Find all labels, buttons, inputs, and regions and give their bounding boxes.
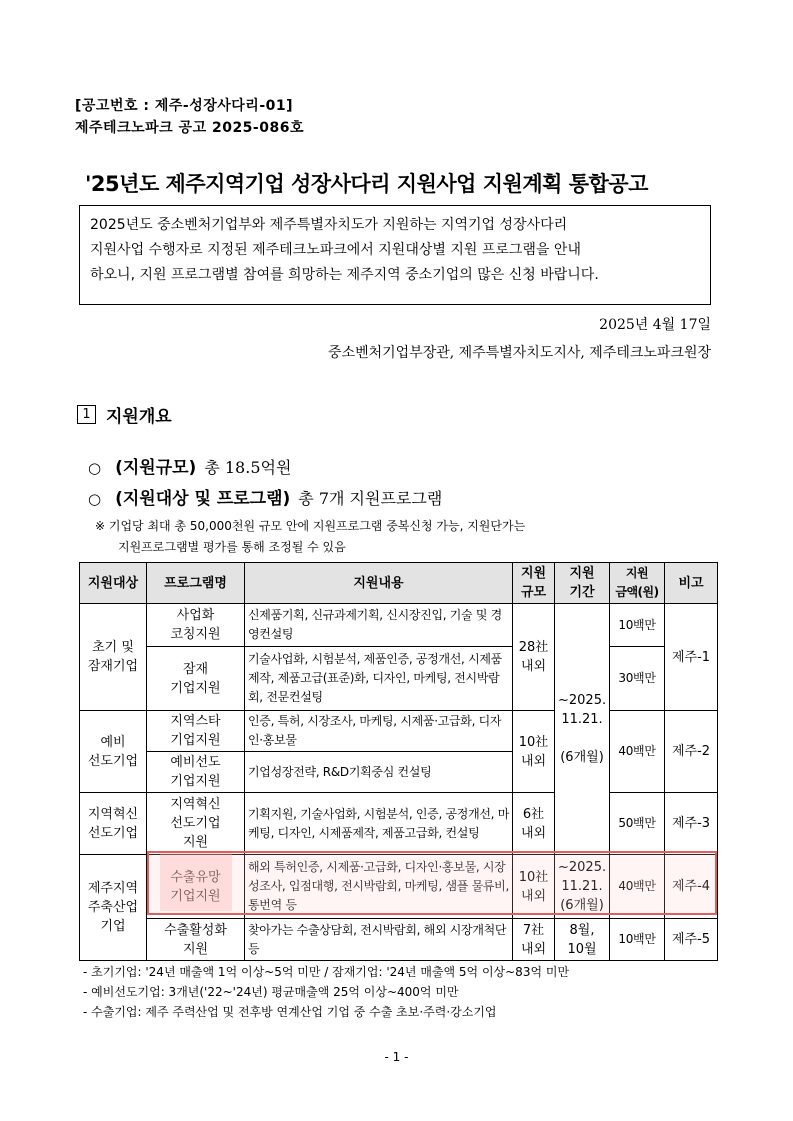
- note-cell: 제주-5: [665, 919, 718, 961]
- program-cell: 수출유망 기업지원: [147, 855, 245, 919]
- notice-number: [공고번호 : 제주-성장사다리-01]: [75, 98, 294, 114]
- bullet-mark: ○: [88, 490, 102, 508]
- content-cell: 해외 특허인증, 시제품·고급화, 디자인·홍보물, 시장성조사, 입점대행, 전시박람회, 마케팅, 샘플 물류비, 통번역 등: [245, 855, 513, 919]
- bullet-text: 총 7개 지원프로그램: [298, 489, 443, 508]
- amount-cell: 50백만: [610, 793, 665, 855]
- content-cell: 신제품기획, 신규과제기획, 신시장진입, 기술 및 경영컨설팅: [245, 604, 513, 647]
- target-cell: 제주지역 주축산업 기업: [80, 855, 147, 961]
- intro-line: 지원사업 수행자로 지정된 제주테크노파크에서 지원대상별 지원 프로그램을 안내: [90, 242, 581, 258]
- page-number: - 1 -: [384, 1050, 409, 1064]
- bullet-text: 총 18.5억원: [204, 458, 292, 477]
- section-heading: [77, 402, 172, 427]
- footnote-line: - 초기기업: '24년 매출액 1억 이상~5억 미만 / 잠재기업: '24년 매출액 5억 이상~83억 미만: [83, 965, 570, 979]
- target-cell: 지역혁신 선도기업: [80, 793, 147, 855]
- page-title: '25년도 제주지역기업 성장사다리 지원사업 지원계획 통합공고: [85, 172, 648, 196]
- period-cell: ~2025. 11.21. (6개월): [555, 855, 610, 919]
- th-note: 비고: [665, 563, 718, 604]
- period-cell: ~2025. 11.21. (6개월): [555, 604, 610, 855]
- note-cell: 제주-3: [665, 793, 718, 855]
- footnote-line: - 수출기업: 제주 주력산업 및 전후방 연계산업 기업 중 수출 초보·주력·강소기업: [83, 1005, 497, 1019]
- th-amount: 지원 금액(원): [610, 563, 665, 604]
- highlight-program: [160, 853, 232, 911]
- target-cell: 초기 및 잠재기업: [80, 604, 147, 711]
- org-notice-number: 제주테크노파크 공고 2025-086호: [75, 120, 304, 136]
- section-number: 1: [77, 405, 96, 424]
- note-cell: 제주-4: [665, 855, 718, 919]
- th-program: 프로그램명: [147, 563, 245, 604]
- content-cell: 기획지원, 기술사업화, 시험분석, 인증, 공정개선, 마케팅, 디자인, 시제품제작, 제품고급화, 컨설팅: [245, 793, 513, 855]
- scale-cell: 6社 내외: [513, 793, 555, 855]
- intro-box: [79, 205, 711, 305]
- note-line: 지원프로그램별 평가를 통해 조정될 수 있음: [118, 540, 346, 554]
- bullet-mark: ○: [88, 459, 102, 477]
- program-cell: 지역혁신 선도기업 지원: [147, 793, 245, 855]
- scale-cell: 10社 내외: [513, 855, 555, 919]
- content-cell: 기업성장전략, R&D기획중심 컨설팅: [245, 752, 513, 793]
- section-title: 지원개요: [106, 407, 172, 427]
- note-line: ※ 기업당 최대 총 50,000천원 규모 안에 지원프로그램 중복신청 가능, 지원단가는: [95, 519, 526, 533]
- scale-cell: 28社 내외: [513, 604, 555, 711]
- program-cell: 예비선도 기업지원: [147, 752, 245, 793]
- amount-cell: 10백만: [610, 919, 665, 961]
- amount-cell: 40백만: [610, 855, 665, 919]
- amount-cell: 40백만: [610, 711, 665, 793]
- note: [95, 516, 525, 558]
- th-period: 지원 기간: [555, 563, 610, 604]
- amount-cell: 10백만: [610, 604, 665, 647]
- bullet-label: (지원대상 및 프로그램): [115, 489, 291, 509]
- scale-cell: 7社 내외: [513, 919, 555, 961]
- notice-date: 2025년 4월 17일: [599, 317, 711, 333]
- program-cell: 지역스타 기업지원: [147, 711, 245, 752]
- note-cell: 제주-1: [665, 604, 718, 711]
- program-cell: 잠재 기업지원: [147, 647, 245, 711]
- bullet-item: [88, 484, 442, 509]
- amount-cell: 30백만: [610, 647, 665, 711]
- period-cell: 8월, 10월: [555, 919, 610, 961]
- footnote-line: - 예비선도기업: 3개년('22~'24년) 평균매출액 25억 이상~400억 미만: [83, 985, 459, 999]
- footnotes: [83, 962, 569, 1022]
- th-content: 지원내용: [245, 563, 513, 604]
- bullet-item: [88, 453, 291, 478]
- th-target: 지원대상: [80, 563, 147, 604]
- bullet-label: (지원규모): [115, 458, 197, 478]
- program-cell: 수출활성화 지원: [147, 919, 245, 961]
- content-cell: 인증, 특허, 시장조사, 마케팅, 시제품·고급화, 디자인·홍보물: [245, 711, 513, 752]
- target-cell: 예비 선도기업: [80, 711, 147, 793]
- content-cell: 찾아가는 수출상담회, 전시박람회, 해외 시장개척단 등: [245, 919, 513, 961]
- program-cell: 사업화 코칭지원: [147, 604, 245, 647]
- signer: 중소벤처기업부장관, 제주특별자치도지사, 제주테크노파크원장: [328, 345, 711, 361]
- note-cell: 제주-2: [665, 711, 718, 793]
- intro-line: 2025년도 중소벤처기업부와 제주특별자치도가 지원하는 지역기업 성장사다리: [90, 217, 568, 233]
- content-cell: 기술사업화, 시험분석, 제품인증, 공정개선, 시제품제작, 제품고급(표준)화, 디자인, 마케팅, 전시박람회, 전문컨설팅: [245, 647, 513, 711]
- scale-cell: 10社 내외: [513, 711, 555, 793]
- th-scale: 지원 규모: [513, 563, 555, 604]
- intro-line: 하오니, 지원 프로그램별 참여를 희망하는 제주지역 중소기업의 많은 신청 바랍니다.: [90, 267, 599, 283]
